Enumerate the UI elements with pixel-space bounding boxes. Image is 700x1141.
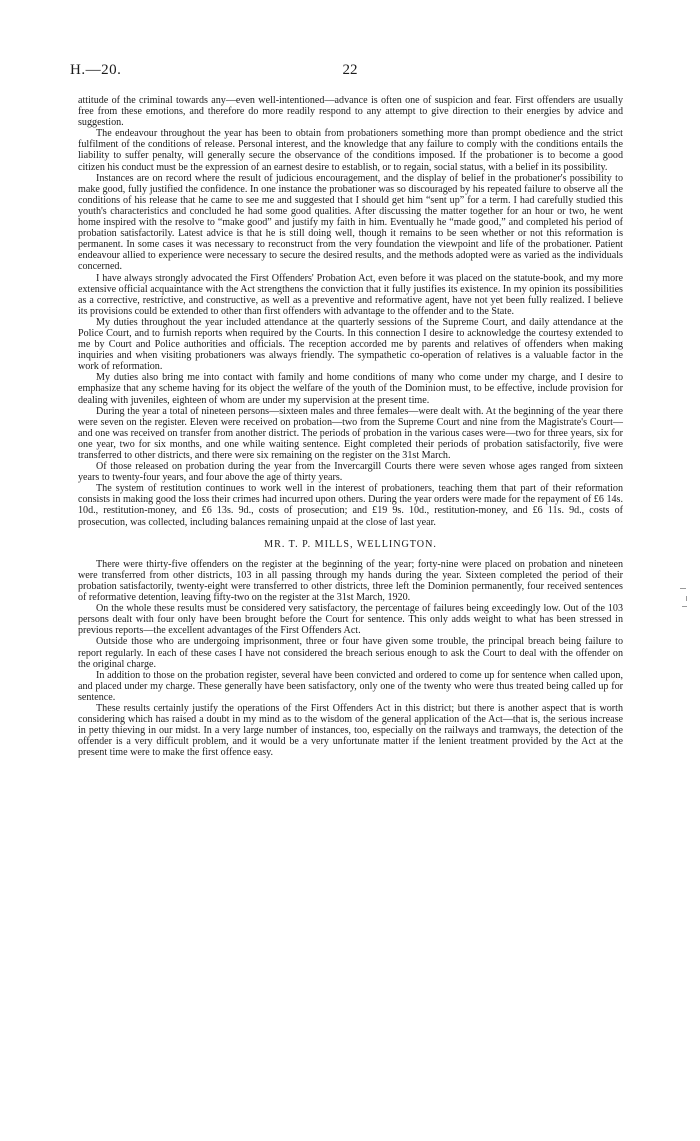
page-number: 22	[342, 62, 358, 78]
paragraph: My duties also bring me into contact with family and home conditions of many who come under my charge, and I desire to emphasize that any scheme having for its object the welfare of the youth of the Dominion must, to be effective, include provision for dealing with juveniles, eighteen of whom are under my supervision at the present time.	[78, 372, 623, 406]
section-heading: MR. T. P. MILLS, WELLINGTON.	[264, 538, 437, 550]
paragraph: These results certainly justify the operations of the First Offenders Act in this district; but there is another aspect that is worth considering which has raised a doubt in my mind as to the wisdom of the general application of the Act—that is, the serious increase in petty thieving in our midst. In a very large number of instances, too, especially on the railways and tramways, the detection of the offender is a very difficult problem, and it would be a very unfortunate matter if the lenient treatment provided by the Act at the present time were to make the first offence easy.	[78, 702, 623, 759]
paragraph: Instances are on record where the result of judicious encouragement, and the display of belief in the probationer's possibility to make good, fully justified the confidence. In one instance the probationer was so discouraged by his repeated failure to observe all the conditions of his release that he came to see me and suggested that I should get him “sent up” for a term. I had carefully studied this youth's characteristics and concluded he had some good qualities. After discussing the matter together for an hour or two, he went home inspired with the resolve to “make good” and justify my faith in him. Eventually he “made good,” and completed his period of probation satisfactorily. Latest advice is that he is still doing well, though it remains to be seen whether or not this reformation is permanent. In some cases it was necessary to reconstruct from the very foundation the viewpoint and life of the probationer. Patient endeavour allied to experience were necessary to secure the desired results, and the methods adopted were as varied as the individuals concerned.	[78, 172, 623, 273]
report-body	[78, 95, 623, 758]
paragraph: My duties throughout the year included attendance at the quarterly sessions of the Supreme Court, and daily attendance at the Police Court, and to furnish reports when required by the Courts. In this connection I desire to acknowledge the courtesy extended to me by Court and Police authorities and officials. The reception accorded me by parents and relatives of offenders when making inquiries and when visiting probationers was always friendly. The sympathetic co-operation of relatives is a valuable factor in the work of reformation.	[78, 316, 623, 373]
paragraph: There were thirty-five offenders on the register at the beginning of the year; forty-nine were placed on probation and nineteen were transferred from other districts, 103 in all passing through my hands during the year. Sixteen completed the period of their probation satisfactorily, twenty-eight were transferred to other districts, three left the Dominion permanently, four received sentences of reformative detention, leaving fifty-two on the register at the 31st March, 1920.	[78, 558, 623, 604]
paragraph: During the year a total of nineteen persons—sixteen males and three females—were dealt with. At the beginning of the year there were seven on the register. Eleven were received on probation—two from the Supreme Court and nine from the Magistrate's Court—and one was received on transfer from another district. The periods of probation in the various cases were—two for three years, six for one year, two for six months, and one while waiting sentence. Eight completed their periods of probation satisfactorily, five were transferred to other districts, and there were six remaining on the register on the 31st March.	[78, 405, 623, 461]
scan-edge-marks	[678, 582, 692, 622]
paragraph: The endeavour throughout the year has been to obtain from probationers something more than prompt obedience and the strict fulfilment of the conditions of release. Personal interest, and the knowledge that any failure to comply with the conditions entails the liability to suffer penalty, will generally secure the observance of the conditions imposed. If the probationer is to become a good citizen his conduct must be the expression of an earnest desire to establish, or to regain, social status, with a belief in its possibility.	[78, 128, 623, 173]
page-header	[70, 62, 630, 82]
paragraph: I have always strongly advocated the First Offenders' Probation Act, even before it was placed on the statute-book, and my more extensive official acquaintance with the Act strengthens the conviction that it fully justifies its existence. In my opinion its possibilities as a corrective, restrictive, and constructive, as well as a preventive and reformative agent, have not yet been fully realized. I believe its provisions could be extended to other than first offenders with advantage to the offender and to the State.	[78, 272, 623, 317]
paragraph: In addition to those on the probation register, several have been convicted and ordered to come up for sentence when called upon, and placed under my charge. These generally have been satisfactory, only one of the twenty who were thus treated being called up for sentence.	[78, 669, 623, 703]
document-reference: H.—20.	[70, 62, 122, 78]
paragraph: On the whole these results must be considered very satisfactory, the percentage of failures being exceedingly low. Out of the 103 persons dealt with four only have been brought before the Court for sentence. This only adds weight to what has been stressed in previous reports—the excellent advantages of the First Offenders Act.	[78, 603, 623, 637]
paragraph: Outside those who are undergoing imprisonment, three or four have given some trouble, the principal breach being failure to report regularly. In each of these cases I have not considered the breach serious enough to ask the Court to deal with the offender on the original charge.	[78, 636, 623, 670]
paragraph: attitude of the criminal towards any—even well-intentioned—advance is often one of suspicion and fear. First offenders are usually free from these emotions, and therefore do more readily respond to any attempt to give direction to their energies by advice and suggestion.	[78, 95, 623, 129]
paragraph: The system of restitution continues to work well in the interest of probationers, teaching them that part of their reformation consists in making good the loss their crimes had incurred upon others. During the year orders were made for the repayment of £6 14s. 10d., restitution-money, and £6 13s. 9d., costs of prosecution; and £19 9s. 10d., restitution-money, and £6 11s. 9d., costs of prosecution, was collected, including balances remaining unpaid at the close of last year.	[78, 483, 623, 528]
paragraph: Of those released on probation during the year from the Invercargill Courts there were seven whose ages ranged from sixteen years to twenty-four years, and four above the age of thirty years.	[78, 461, 623, 484]
